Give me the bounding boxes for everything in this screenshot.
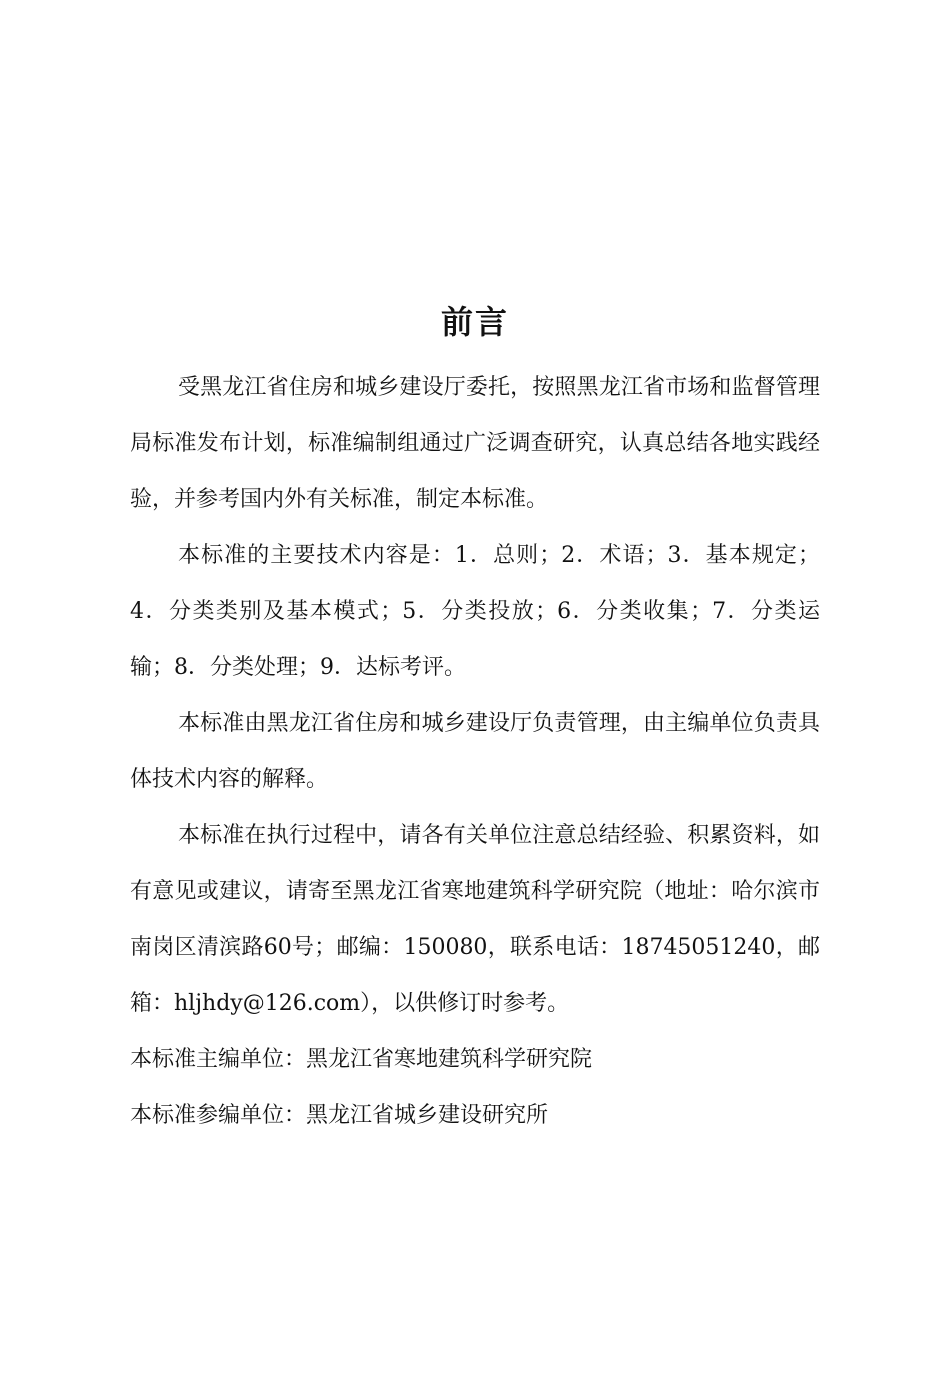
page-title: 前言 bbox=[440, 303, 509, 341]
paragraph-commission: 受黑龙江省住房和城乡建设厅委托，按照黑龙江省市场和监督管理局标准发布计划，标准编制组通过广泛调查研究，认真总结各地实践经验，并参考国内外有关标准，制定本标准。 bbox=[130, 375, 820, 512]
paragraph-contents: 本标准的主要技术内容是：1．总则；2．术语；3．基本规定；4．分类类别及基本模式；5．分类投放；6．分类收集；7．分类运输；8．分类处理；9．达标考评。 bbox=[130, 543, 820, 680]
chief-editor-unit: 本标准主编单位：黑龙江省寒地建筑科学研究院 bbox=[130, 1047, 593, 1072]
preface-body bbox=[130, 360, 820, 1144]
participating-unit: 本标准参编单位：黑龙江省城乡建设研究所 bbox=[130, 1103, 549, 1128]
paragraph-feedback: 本标准在执行过程中，请各有关单位注意总结经验、积累资料，如有意见或建议，请寄至黑龙江省寒地建筑科学研究院（地址：哈尔滨市南岗区清滨路60号；邮编：150080，联系电话：18745051240，邮箱：hljhdy@126.com），以供修订时参考。 bbox=[130, 823, 820, 1016]
paragraph-management: 本标准由黑龙江省住房和城乡建设厅负责管理，由主编单位负责具体技术内容的解释。 bbox=[130, 711, 820, 792]
